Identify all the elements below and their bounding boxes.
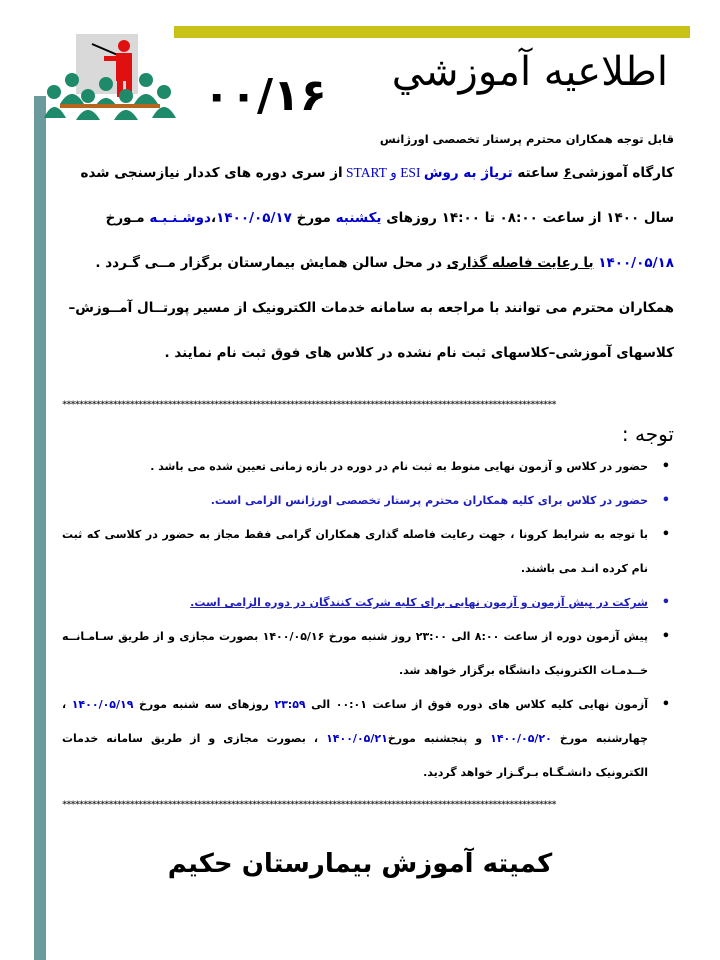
text-span: و پنجشنبه مورخ: [387, 732, 491, 745]
time-2359: ۲۳:۵۹: [274, 698, 306, 711]
list-item: • با توجه به شرایط کرونا ، جهت رعایت فاصله گذاری همکاران گرامی فقط مجاز به حضور در کلاسی که ثبت نام کرده انـد می باشند.: [62, 518, 674, 586]
list-item: [62, 688, 674, 790]
page-title: اطلاعیه آموزشي: [391, 49, 668, 95]
date-0519: ۱۴۰۰/۰۵/۱۹: [71, 698, 134, 711]
course-topic: ترياژ به روش: [423, 165, 513, 181]
list-item: • پیش آزمون دوره از ساعت ۸:۰۰ الی ۲۳:۰۰ روز شنبه مورخ ۱۴۰۰/۰۵/۱۶ بصورت مجازی و از طریق سـامـانــه خــدمـات الکترونیک دانشگاه برگزار خواهد شد.: [62, 620, 674, 688]
text-span: ، چهارشنبه مورخ: [62, 698, 648, 745]
separator-top: *********************************************************************************************************************: [62, 400, 556, 410]
text-span: آزمون نهایی کلیه کلاس های دوره فوق از ساعت ۰۰:۰۱ الی: [305, 698, 648, 711]
date-0518: ۱۴۰۰/۰۵/۱۸: [598, 255, 674, 271]
list-item: • حضور در کلاس برای کلیه همکاران محترم پرستار تخصصی اورژانس الزامی است.: [62, 484, 674, 518]
announcement-line-4: همکاران محترم می توانند با مراجعه به سامانه خدمات الکترونیک از مسیر پورتــال آمــوزش–: [68, 300, 674, 316]
text-span: در محل سالن همایش بیمارستان برگزار مــی گـردد .: [95, 255, 447, 271]
note-heading: توجه :: [621, 422, 674, 446]
announcement-line-5: کلاسهای آموزشی–کلاسهای ثبت نام نشده در کلاس های فوق ثبت نام نمایند .: [164, 345, 674, 361]
date-0521: ۱۴۰۰/۰۵/۲۱: [326, 732, 388, 745]
distancing-note: با رعایت فاصله گذاری: [446, 255, 594, 271]
left-accent-bar: [34, 96, 46, 960]
date-0517: ۱۴۰۰/۰۵/۱۷: [216, 210, 292, 226]
announcement-line-2: [62, 196, 674, 241]
date-0520: ۱۴۰۰/۰۵/۲۰: [490, 732, 552, 745]
notes-list: [62, 450, 674, 790]
announcement-body: [62, 128, 674, 376]
announcement-line-3: [62, 241, 674, 286]
presentation-clipart-icon: [44, 30, 176, 122]
list-item: • شرکت در پیش آزمون و آزمون نهایی برای کلیه شرکت کنندگان در دوره الزامی است.: [62, 586, 674, 620]
hours-value: ۶: [563, 165, 572, 181]
text-span: سال ۱۴۰۰ از ساعت ۰۸:۰۰ تا ۱۴:۰۰ روزهای: [381, 210, 674, 226]
day-sunday: یکشنبه: [335, 210, 382, 226]
intro-line: قابل توجه همکاران محترم پرستار تخصصی اورژانس: [379, 132, 674, 146]
text-span: روزهای سه شنبه مورخ: [133, 698, 275, 711]
text-span: ساعته: [512, 165, 564, 181]
course-method: ESI و START: [342, 165, 424, 180]
text-span: از سری دوره های کددار نیازسنجی شده: [80, 165, 343, 181]
text-span: ، بصورت مجازی و از طریق سامانه خدمات الکترونیک دانشـگـاه بـرگـزار خواهد گردید.: [62, 732, 648, 779]
separator-bottom: *********************************************************************************************************************: [62, 800, 556, 810]
text-span: ،: [210, 210, 217, 226]
day-monday: دوشـنـبـه: [149, 210, 211, 226]
bulletin-number: ۰۰/۱۶: [203, 70, 327, 121]
text-span: کارگاه آموزشی: [571, 165, 674, 181]
list-item: • حضور در کلاس و آزمون نهایی منوط به ثبت نام در دوره در بازه زمانی تعیین شده می باشد .: [62, 450, 674, 484]
footer-signature: کمیته آموزش بیمارستان حکیم: [167, 849, 553, 879]
text-span: مورخ: [291, 210, 336, 226]
announcement-line-1: [62, 150, 674, 196]
text-span: مـورخ: [105, 210, 150, 226]
